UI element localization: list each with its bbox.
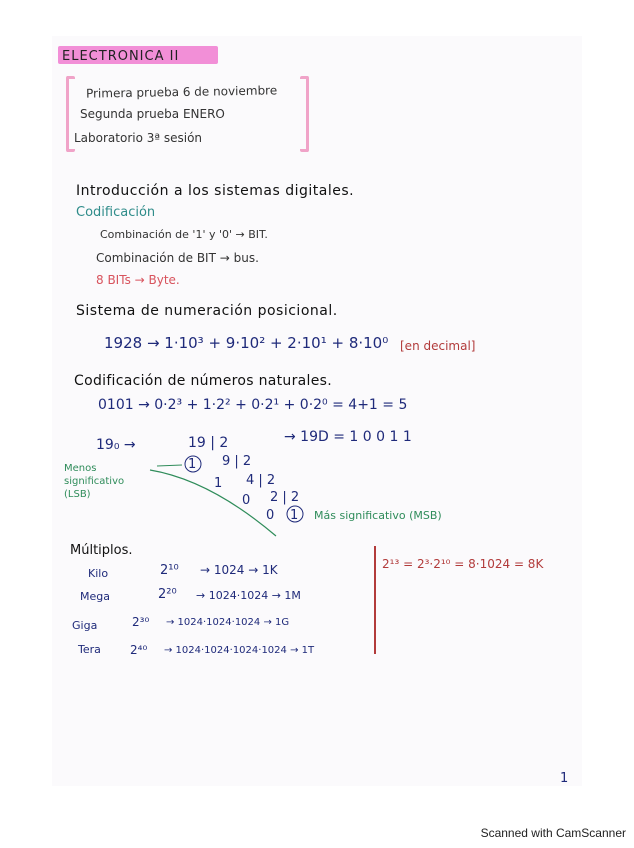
remainder-4: 0 [266,508,275,523]
info-line-3: Laboratorio 3ª sesión [74,131,203,145]
section2-note: [en decimal] [400,339,476,353]
side-note: 2¹³ = 2³·2¹⁰ = 8·1024 = 8K [382,557,544,571]
lsb-label: Menos significativo (LSB) [64,463,125,500]
section1-heading: Introducción a los sistemas digitales. [76,183,355,199]
multiple-pow-3: 2³⁰ [132,615,150,629]
remainder-1: 1 [188,457,197,472]
section4-heading: Múltiplos. [70,543,133,558]
remainder-2: 1 [214,476,223,491]
section3-formula: 0101 → 0·2³ + 1·2² + 0·2¹ + 0·2⁰ = 4+1 = 5 [98,397,408,413]
division-start: 19₀ → [96,437,136,453]
multiple-name-2: Mega [80,590,110,603]
division-row-1: 19 | 2 [188,435,229,451]
multiple-value-3: → 1024·1024·1024 → 1G [166,617,290,628]
division-result: → 19D = 1 0 0 1 1 [284,429,412,445]
remainder-5: 1 [290,508,299,523]
multiple-pow-2: 2²⁰ [158,587,177,602]
section2-formula: 1928 → 1·10³ + 9·10² + 2·10¹ + 8·10⁰ [104,334,389,352]
multiple-pow-1: 2¹⁰ [160,563,179,578]
division-row-2: 9 | 2 [222,454,252,469]
section1-sub: Codificación [76,205,156,220]
section2-heading: Sistema de numeración posicional. [76,303,338,319]
info-line-1: Primera prueba 6 de noviembre [85,83,278,101]
remainder-3: 0 [242,493,251,508]
scanner-footer: Scanned with CamScanner [480,826,626,840]
multiple-name-3: Giga [72,619,98,632]
multiple-value-1: → 1024 → 1K [200,563,278,577]
info-line-2: Segunda prueba ENERO [80,107,225,121]
page-title: ELECTRONICA II [62,49,180,64]
multiple-name-1: Kilo [88,567,109,580]
division-row-4: 2 | 2 [270,490,300,505]
multiple-pow-4: 2⁴⁰ [130,643,148,657]
section3-heading: Codificación de números naturales. [74,373,332,389]
msb-label: Más significativo (MSB) [314,509,442,522]
division-row-3: 4 | 2 [246,473,276,488]
vertical-divider [374,546,376,654]
section1-line-3: 8 BITs → Byte. [96,273,180,287]
section1-line-1: Combinación de '1' y '0' → BIT. [100,228,268,241]
multiple-name-4: Tera [78,643,101,656]
multiple-value-2: → 1024·1024 → 1M [196,589,301,602]
multiple-value-4: → 1024·1024·1024·1024 → 1T [164,645,315,656]
section1-line-2: Combinación de BIT → bus. [96,251,259,265]
page-number: 1 [560,771,569,786]
